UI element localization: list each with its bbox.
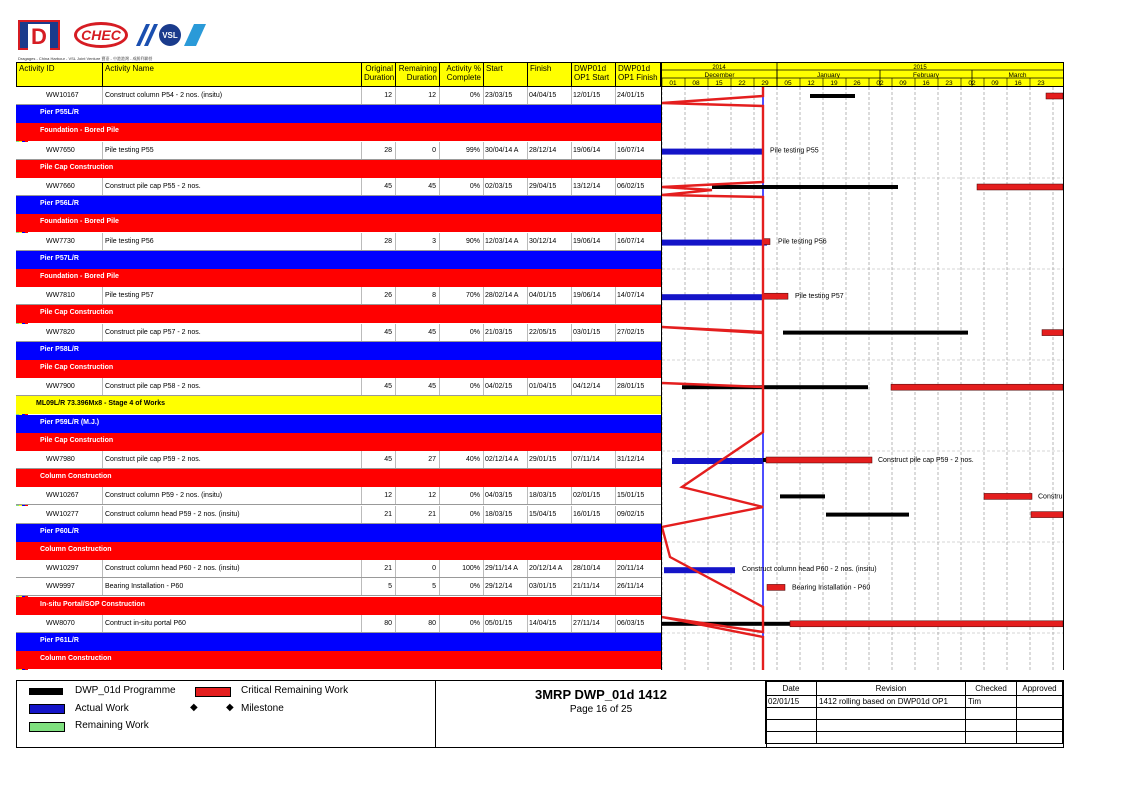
activity-id: WW7810	[46, 292, 75, 300]
activity-id: WW10267	[46, 492, 79, 500]
milestone-icon-2: ◆	[226, 702, 234, 713]
year-label: 2014	[712, 65, 726, 71]
op1-finish: 06/03/15	[617, 619, 645, 627]
start-date: 05/01/15	[485, 619, 513, 627]
wbs-group-row[interactable]	[16, 433, 661, 451]
critical-bar[interactable]	[1046, 93, 1063, 99]
original-duration: 26	[384, 292, 392, 300]
activity-percent: 40%	[465, 456, 480, 463]
revision-table	[765, 681, 1063, 747]
day-label: 05	[784, 80, 792, 86]
rev-header-checked: Checked	[966, 682, 1017, 696]
remaining-duration: 3	[432, 237, 436, 245]
wbs-label: Column Construction	[40, 546, 112, 553]
activity-name: Pile testing P55	[105, 146, 154, 154]
activity-name: Construct column P54 - 2 nos. (insitu)	[105, 92, 223, 99]
day-label: 09	[899, 80, 907, 86]
bar-label: Bearing Installation - P60	[792, 584, 871, 592]
wbs-group-row[interactable]	[16, 305, 661, 323]
op1-start: 16/01/15	[573, 510, 601, 518]
day-label: 23	[945, 80, 953, 86]
wbs-label: Pile Cap Construction	[40, 364, 114, 371]
op1-start: 28/10/14	[573, 565, 601, 573]
critical-bar[interactable]	[1042, 330, 1063, 336]
original-duration: 80	[384, 619, 392, 627]
op1-start: 19/06/14	[573, 146, 601, 154]
actual-bar[interactable]	[662, 240, 767, 246]
wbs-pier-row[interactable]	[16, 524, 661, 542]
bar-label: Construct pile cap P59 - 2 nos.	[878, 457, 974, 464]
activity-percent: 90%	[465, 237, 480, 245]
activity-id: WW7820	[46, 328, 75, 336]
finish-date: 20/12/14 A	[529, 565, 563, 573]
finish-date: 01/04/15	[529, 383, 557, 391]
op1-start: 13/12/14	[573, 183, 601, 190]
op1-bar[interactable]	[810, 94, 855, 98]
day-label: 23	[1037, 80, 1045, 86]
start-date: 04/02/15	[485, 383, 513, 391]
remaining-duration: 27	[428, 456, 436, 463]
vsl-logo	[136, 22, 206, 48]
finish-date: 04/01/15	[529, 292, 557, 300]
remaining-duration: 80	[428, 619, 436, 627]
wbs-label: Pile Cap Construction	[40, 436, 114, 444]
remaining-duration: 12	[428, 492, 436, 500]
year-label: 2015	[913, 65, 927, 71]
op1-finish: 27/02/15	[617, 328, 645, 336]
wbs-group-row[interactable]	[16, 651, 661, 669]
wbs-pier-row[interactable]	[16, 251, 661, 269]
dragages-logo: D	[18, 20, 60, 50]
wbs-group-row[interactable]	[16, 597, 661, 615]
col-remaining-duration[interactable]: Remaining Duration	[396, 63, 440, 86]
finish-date: 04/04/15	[529, 92, 557, 99]
wbs-group-row[interactable]	[16, 469, 661, 487]
activity-name: Construct column head P59 - 2 nos. (insitu)	[105, 510, 240, 518]
chec-logo: CHEC	[74, 22, 128, 48]
legend-critical: Critical Remaining Work	[241, 685, 349, 696]
original-duration: 12	[384, 492, 392, 500]
original-duration: 5	[388, 583, 392, 591]
op1-finish: 09/02/15	[617, 510, 645, 518]
start-date: 29/12/14	[485, 583, 513, 591]
wbs-group-row[interactable]	[16, 160, 661, 178]
start-date: 02/12/14 A	[485, 456, 519, 463]
table-row[interactable]	[16, 487, 661, 505]
col-activity-id[interactable]: Activity ID	[17, 63, 103, 86]
critical-bar[interactable]	[790, 621, 1063, 627]
activity-name: Pile testing P56	[105, 237, 154, 245]
day-label: 16	[1014, 80, 1022, 86]
remaining-duration: 0	[432, 565, 436, 573]
activity-id: WW8070	[46, 619, 75, 627]
table-row[interactable]	[16, 233, 661, 251]
activity-name: Construct pile cap P55 - 2 nos.	[105, 183, 201, 190]
op1-finish: 28/01/15	[617, 383, 645, 391]
page-number: Page 16 of 25	[569, 704, 633, 715]
day-label: 26	[853, 80, 861, 86]
activity-name: Pile testing P57	[105, 292, 154, 300]
start-date: 28/02/14 A	[485, 292, 519, 300]
op1-finish: 16/07/14	[617, 146, 645, 154]
op1-start: 19/06/14	[573, 292, 601, 300]
table-row[interactable]	[16, 451, 661, 469]
op1-bar[interactable]	[712, 185, 898, 189]
col-finish[interactable]: Finish	[528, 63, 572, 86]
finish-date: 18/03/15	[529, 492, 557, 500]
original-duration: 45	[384, 328, 392, 336]
rev-approved	[1017, 696, 1063, 708]
day-label: 19	[830, 80, 838, 86]
critical-bar[interactable]	[891, 384, 1063, 390]
finish-date: 22/05/15	[529, 328, 557, 336]
remaining-duration: 45	[428, 383, 436, 391]
title-block	[435, 681, 767, 747]
original-duration: 45	[384, 456, 392, 463]
activity-id: WW7730	[46, 237, 75, 245]
col-start[interactable]: Start	[484, 63, 528, 86]
bar-label: Pile testing P56	[778, 238, 827, 246]
table-row[interactable]	[16, 287, 661, 305]
op1-start: 27/11/14	[573, 619, 600, 627]
activity-percent: 0%	[469, 492, 480, 500]
wbs-label: Pier P55L/R	[40, 109, 79, 117]
table-row[interactable]	[16, 378, 661, 396]
table-row[interactable]	[16, 506, 661, 524]
wbs-group-row[interactable]	[16, 542, 661, 560]
gantt-chart	[661, 87, 1064, 670]
original-duration: 28	[384, 146, 392, 154]
activity-id: WW10167	[46, 92, 79, 99]
month-label: January	[816, 72, 841, 79]
day-label: 02	[876, 80, 884, 86]
day-label: 09	[991, 80, 999, 86]
remaining-duration: 45	[428, 183, 436, 190]
start-date: 12/03/14 A	[485, 237, 519, 245]
activity-name: Construct column head P60 - 2 nos. (insitu)	[105, 565, 240, 573]
day-label: 08	[692, 80, 700, 86]
col-op1-start[interactable]: DWP01d OP1 Start	[572, 63, 616, 86]
legend-remaining: Remaining Work	[75, 720, 149, 731]
legend-dwp: DWP_01d Programme	[75, 685, 176, 696]
day-label: 15	[715, 80, 723, 86]
table-row[interactable]	[16, 142, 661, 160]
critical-bar[interactable]	[766, 457, 872, 463]
rev-header-approved: Approved	[1017, 682, 1063, 696]
table-header	[16, 62, 661, 87]
legend-milestone: Milestone	[241, 703, 284, 714]
original-duration: 28	[384, 237, 392, 245]
finish-date: 29/04/15	[529, 183, 557, 190]
wbs-label: Pier P58L/R	[40, 345, 79, 353]
col-op1-finish[interactable]: DWP01d OP1 Finish	[618, 64, 658, 82]
activity-id: WW10277	[46, 510, 79, 518]
wbs-pier-row[interactable]	[16, 196, 661, 214]
start-date: 21/03/15	[485, 328, 513, 336]
col-activity-pct[interactable]: Activity % Complete	[440, 63, 484, 86]
bar-label: Construct column head P60 - 2 nos. (insitu)	[742, 566, 877, 574]
activity-percent: 70%	[465, 292, 480, 300]
activity-percent: 100%	[462, 565, 480, 573]
legend-actual: Actual Work	[75, 703, 129, 714]
op1-bar[interactable]	[783, 331, 968, 335]
op1-finish: 26/11/14	[617, 583, 644, 591]
day-label: 01	[669, 80, 677, 86]
wbs-label: Column Construction	[40, 473, 112, 481]
company-logos	[18, 18, 218, 62]
logo-caption: Dragages - China Harbour - VSL Joint Venture 寶嘉 - 中港港灣 - 威勝利聯營	[18, 56, 153, 61]
original-duration: 21	[384, 565, 392, 573]
op1-finish: 06/02/15	[617, 183, 645, 190]
month-label: December	[704, 72, 735, 79]
activity-name: Construct pile cap P58 - 2 nos.	[105, 383, 201, 391]
rev-description: 1412 rolling based on DWP01d OP1	[817, 696, 966, 708]
legend-swatch-dwp	[29, 688, 63, 695]
milestone-icon: ◆	[190, 702, 198, 713]
wbs-group-row[interactable]	[16, 269, 661, 287]
activity-percent: 0%	[469, 583, 480, 591]
finish-date: 15/04/15	[529, 510, 557, 518]
critical-bar[interactable]	[763, 293, 788, 299]
activity-id: WW9997	[46, 583, 75, 591]
day-label: 16	[922, 80, 930, 86]
finish-date: 30/12/14	[529, 237, 557, 245]
col-original-duration[interactable]: Original Duration	[362, 63, 396, 86]
op1-finish: 15/01/15	[617, 492, 645, 500]
legend-footer	[16, 680, 1064, 748]
activity-percent: 0%	[469, 510, 480, 518]
op1-start: 12/01/15	[573, 92, 601, 99]
activity-percent: 0%	[469, 183, 480, 190]
start-date: 30/04/14 A	[485, 146, 519, 154]
wbs-label: Pile Cap Construction	[40, 163, 114, 171]
activity-name: Construct pile cap P59 - 2 nos.	[105, 456, 201, 463]
finish-date: 03/01/15	[529, 583, 557, 591]
activity-percent: 99%	[465, 146, 480, 154]
col-activity-name[interactable]: Activity Name	[103, 63, 362, 86]
op1-start: 19/06/14	[573, 237, 601, 245]
schedule-title: 3MRP DWP_01d 1412	[535, 687, 667, 702]
original-duration: 45	[384, 183, 392, 190]
day-label: 02	[968, 80, 976, 86]
op1-start: 03/01/15	[573, 328, 601, 336]
op1-start: 04/12/14	[573, 383, 601, 391]
activity-name: Construct column P59 - 2 nos. (insitu)	[105, 492, 223, 500]
actual-bar[interactable]	[662, 294, 763, 300]
month-label: March	[1008, 72, 1027, 79]
wbs-label: Pier P59L/R (M.J.)	[40, 418, 100, 426]
legend-swatch-actual	[29, 704, 65, 714]
wbs-label: Foundation - Bored Pile	[40, 127, 119, 135]
wbs-group-row[interactable]	[16, 123, 661, 141]
remaining-duration: 5	[432, 583, 436, 591]
activity-id: WW7900	[46, 383, 75, 391]
activity-percent: 0%	[469, 92, 480, 99]
day-label: 12	[807, 80, 815, 86]
critical-bar[interactable]	[767, 584, 785, 590]
start-date: 29/11/14 A	[485, 565, 518, 573]
bar-label: Pile testing P57	[795, 293, 844, 301]
table-row[interactable]	[16, 178, 661, 196]
op1-bar[interactable]	[780, 494, 825, 498]
op1-start: 02/01/15	[573, 492, 601, 500]
rev-checked: Tim	[966, 696, 1017, 708]
svg-text:VSL: VSL	[162, 31, 178, 40]
legend-swatch-critical	[195, 687, 231, 697]
activity-percent: 0%	[469, 328, 480, 336]
finish-date: 14/04/15	[529, 619, 557, 627]
legend-swatch-remaining	[29, 722, 65, 732]
wbs-pier-row[interactable]	[16, 342, 661, 360]
activity-id: WW10297	[46, 565, 79, 573]
op1-finish: 31/12/14	[617, 456, 645, 463]
start-date: 18/03/15	[485, 510, 513, 518]
bar-label: Constru	[1038, 493, 1063, 501]
critical-bar[interactable]	[984, 493, 1032, 499]
op1-finish: 20/11/14	[617, 565, 644, 573]
original-duration: 21	[384, 510, 392, 518]
table-row[interactable]	[16, 615, 661, 633]
wbs-label: Foundation - Bored Pile	[40, 273, 119, 280]
day-label: 22	[738, 80, 746, 86]
wbs-pier-row[interactable]	[16, 105, 661, 123]
wbs-label: Pier P60L/R	[40, 527, 79, 535]
wbs-stage-row[interactable]	[16, 396, 661, 414]
rev-date: 02/01/15	[766, 696, 817, 708]
finish-date: 28/12/14	[529, 146, 557, 154]
critical-bar[interactable]	[1031, 512, 1063, 518]
bar-label: Pile testing P55	[770, 147, 819, 155]
activity-percent: 0%	[469, 383, 480, 391]
finish-date: 29/01/15	[529, 456, 557, 463]
wbs-group-row[interactable]	[16, 214, 661, 232]
wbs-label: ML09L/R 73.396Mx8 - Stage 4 of Works	[36, 400, 166, 408]
remaining-duration: 45	[428, 328, 436, 336]
wbs-label: Pile Cap Construction	[40, 309, 114, 317]
wbs-label: Pier P56L/R	[40, 200, 79, 208]
op1-start: 21/11/14	[573, 583, 600, 591]
wbs-label: Pier P61L/R	[40, 637, 79, 644]
wbs-group-row[interactable]	[16, 360, 661, 378]
rev-header-revision: Revision	[817, 682, 966, 696]
activity-percent: 0%	[469, 619, 480, 627]
activity-id: WW7660	[46, 183, 75, 190]
activity-name: Contruct in-situ portal P60	[105, 619, 186, 627]
activity-id: WW7980	[46, 456, 75, 463]
wbs-label: Pier P57L/R	[40, 254, 79, 262]
table-row[interactable]	[16, 87, 661, 105]
remaining-duration: 21	[428, 510, 436, 518]
rev-header-date: Date	[766, 682, 817, 696]
table-row[interactable]	[16, 560, 661, 578]
op1-start: 07/11/14	[573, 456, 600, 463]
start-date: 02/03/15	[485, 183, 513, 190]
month-label: February	[912, 72, 940, 79]
progress-line	[662, 87, 763, 670]
wbs-label: Column Construction	[40, 655, 112, 663]
critical-bar[interactable]	[977, 184, 1063, 190]
day-label: 29	[761, 80, 769, 86]
remaining-duration: 12	[428, 92, 436, 99]
wbs-pier-row[interactable]	[16, 633, 661, 651]
original-duration: 12	[384, 92, 392, 99]
actual-bar[interactable]	[662, 149, 763, 155]
remaining-duration: 8	[432, 292, 436, 300]
op1-finish: 16/07/14	[617, 237, 645, 245]
wbs-label: In-situ Portal/SOP Construction	[40, 600, 145, 608]
activity-name: Construct pile cap P57 - 2 nos.	[105, 328, 201, 336]
op1-bar[interactable]	[826, 513, 909, 517]
op1-finish: 14/07/14	[617, 292, 645, 300]
activity-id: WW7650	[46, 146, 75, 154]
table-row[interactable]	[16, 578, 661, 596]
remaining-duration: 0	[432, 146, 436, 154]
start-date: 04/03/15	[485, 492, 513, 500]
table-row[interactable]	[16, 324, 661, 342]
wbs-pier-row[interactable]	[16, 415, 661, 433]
original-duration: 45	[384, 383, 392, 391]
start-date: 23/03/15	[485, 92, 513, 99]
activity-name: Bearing Installation - P60	[105, 583, 184, 591]
timescale-header	[661, 62, 1064, 87]
op1-finish: 24/01/15	[617, 92, 645, 99]
wbs-label: Foundation - Bored Pile	[40, 218, 119, 226]
